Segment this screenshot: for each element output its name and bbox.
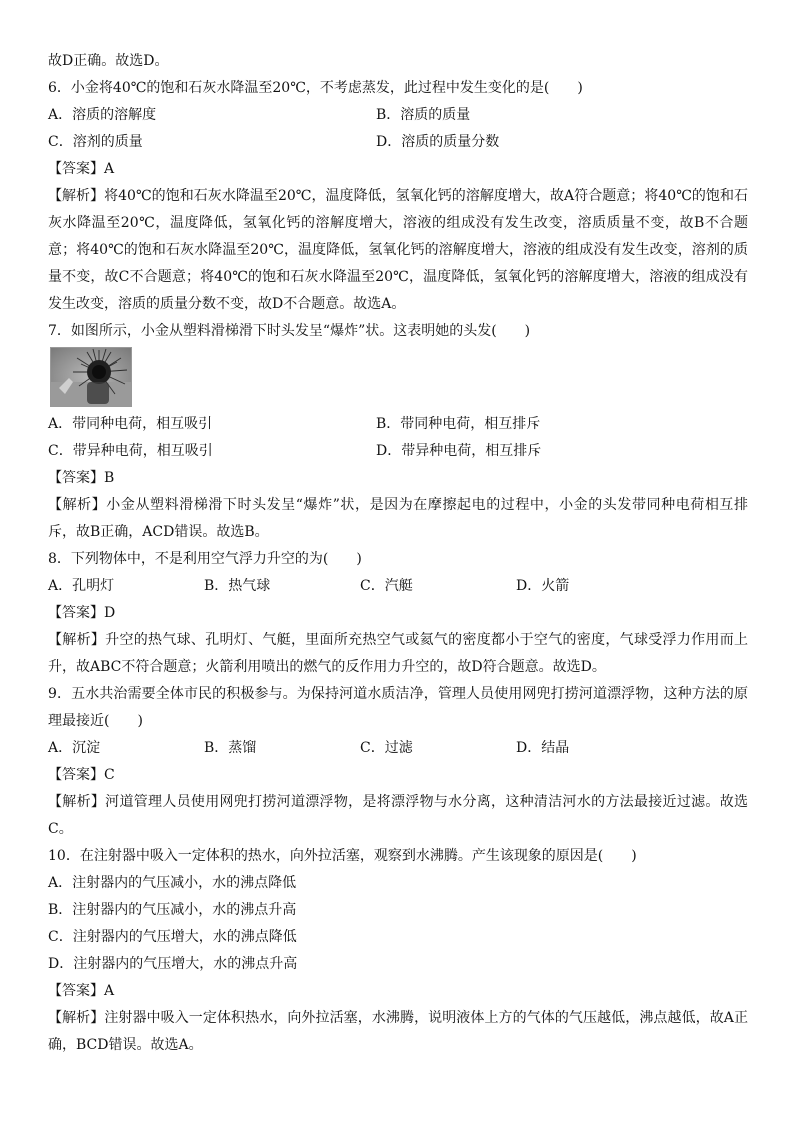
option-d: D．带异种电荷，相互排斥	[376, 443, 542, 459]
question-8	[48, 546, 748, 681]
option-b: B．注射器内的气压减小，水的沸点升高	[48, 902, 297, 918]
option-a: A．注射器内的气压减小，水的沸点降低	[48, 875, 297, 891]
option-d: D．火箭	[516, 578, 570, 594]
option-a: A．沉淀	[48, 740, 101, 756]
photo-illustration	[51, 348, 131, 406]
option-a: A．溶质的溶解度	[48, 107, 157, 123]
document-page	[48, 48, 748, 1059]
question-9	[48, 681, 748, 843]
option-c: C．过滤	[360, 740, 413, 756]
answer-line: 【答案】A	[48, 983, 115, 999]
analysis-paragraph: 【解析】河道管理人员使用网兜打捞河道漂浮物，是将漂浮物与水分离，这种清洁河水的方法最接近过滤。故选C。	[48, 794, 748, 837]
option-b: B．溶质的质量	[376, 107, 471, 123]
option-c: C．溶剂的质量	[48, 134, 143, 150]
option-d: D．注射器内的气压增大，水的沸点升高	[48, 956, 298, 972]
question-7	[48, 318, 748, 546]
analysis-paragraph: 【解析】小金从塑料滑梯滑下时头发呈“爆炸”状，是因为在摩擦起电的过程中，小金的头发带同种电荷相互排斥，故B正确，ACD错误。故选B。	[48, 497, 748, 540]
answer-line: 【答案】B	[48, 470, 115, 486]
question-stem: 8．下列物体中，不是利用空气浮力升空的为( )	[48, 551, 362, 567]
answer-line: 【答案】A	[48, 161, 115, 177]
option-d: D．结晶	[516, 740, 570, 756]
question-stem: 9．五水共治需要全体市民的积极参与。为保持河道水质洁净，管理人员使用网兜打捞河道漂浮物，这种方法的原理最接近( )	[48, 686, 748, 729]
option-row	[48, 573, 748, 600]
option-row	[48, 438, 748, 465]
question-6	[48, 75, 748, 318]
analysis-paragraph: 【解析】将40℃的饱和石灰水降温至20℃，温度降低，氢氧化钙的溶解度增大，故A符合题意；将40℃的饱和石灰水降温至20℃，温度降低，氢氧化钙的溶解度增大，溶液的组成没有发生改变，溶质质量不变，故B不合题意；将40℃的饱和石灰水降温至20℃，温度降低，氢氧化钙的溶解度增大，溶液的组成没有发生改变，溶剂的质量不变，故C不合题意；将40℃的饱和石灰水降温至20℃，温度降低，氢氧化钙的溶解度增大，溶液的组成没有发生改变，溶质的质量分数不变，故D不合题意。故选A。	[48, 188, 748, 312]
analysis-paragraph: 【解析】升空的热气球、孔明灯、气艇，里面所充热空气或氦气的密度都小于空气的密度，气球受浮力作用而上升，故ABC不符合题意；火箭利用喷出的燃气的反作用力升空的，故D符合题意。故选D。	[48, 632, 748, 675]
option-d: D．溶质的质量分数	[376, 134, 500, 150]
question-stem: 10．在注射器中吸入一定体积的热水，向外拉活塞，观察到水沸腾。产生该现象的原因是( )	[48, 848, 637, 864]
option-b: B．带同种电荷，相互排斥	[376, 416, 541, 432]
option-c: C．带异种电荷，相互吸引	[48, 443, 213, 459]
question-stem: 6．小金将40℃的饱和石灰水降温至20℃，不考虑蒸发，此过程中发生变化的是( )	[48, 80, 583, 96]
option-a: A．孔明灯	[48, 578, 115, 594]
answer-line: 【答案】C	[48, 767, 115, 783]
analysis-paragraph: 【解析】注射器中吸入一定体积热水，向外拉活塞，水沸腾，说明液体上方的气体的气压越低，沸点越低，故A正确，BCD错误。故选A。	[48, 1010, 748, 1053]
option-b: B．热气球	[204, 578, 271, 594]
option-c: C．汽艇	[360, 578, 413, 594]
option-a: A．带同种电荷，相互吸引	[48, 416, 213, 432]
option-row	[48, 102, 748, 129]
question-10	[48, 843, 748, 1059]
option-row	[48, 411, 748, 438]
question-stem: 7．如图所示，小金从塑料滑梯滑下时头发呈“爆炸”状。这表明她的头发( )	[48, 323, 531, 339]
option-row	[48, 735, 748, 762]
intro-line: 故D正确。故选D。	[48, 53, 169, 69]
answer-line: 【答案】D	[48, 605, 116, 621]
option-c: C．注射器内的气压增大，水的沸点降低	[48, 929, 297, 945]
option-row	[48, 129, 748, 156]
hair-static-photo	[50, 347, 132, 407]
option-b: B．蒸馏	[204, 740, 257, 756]
